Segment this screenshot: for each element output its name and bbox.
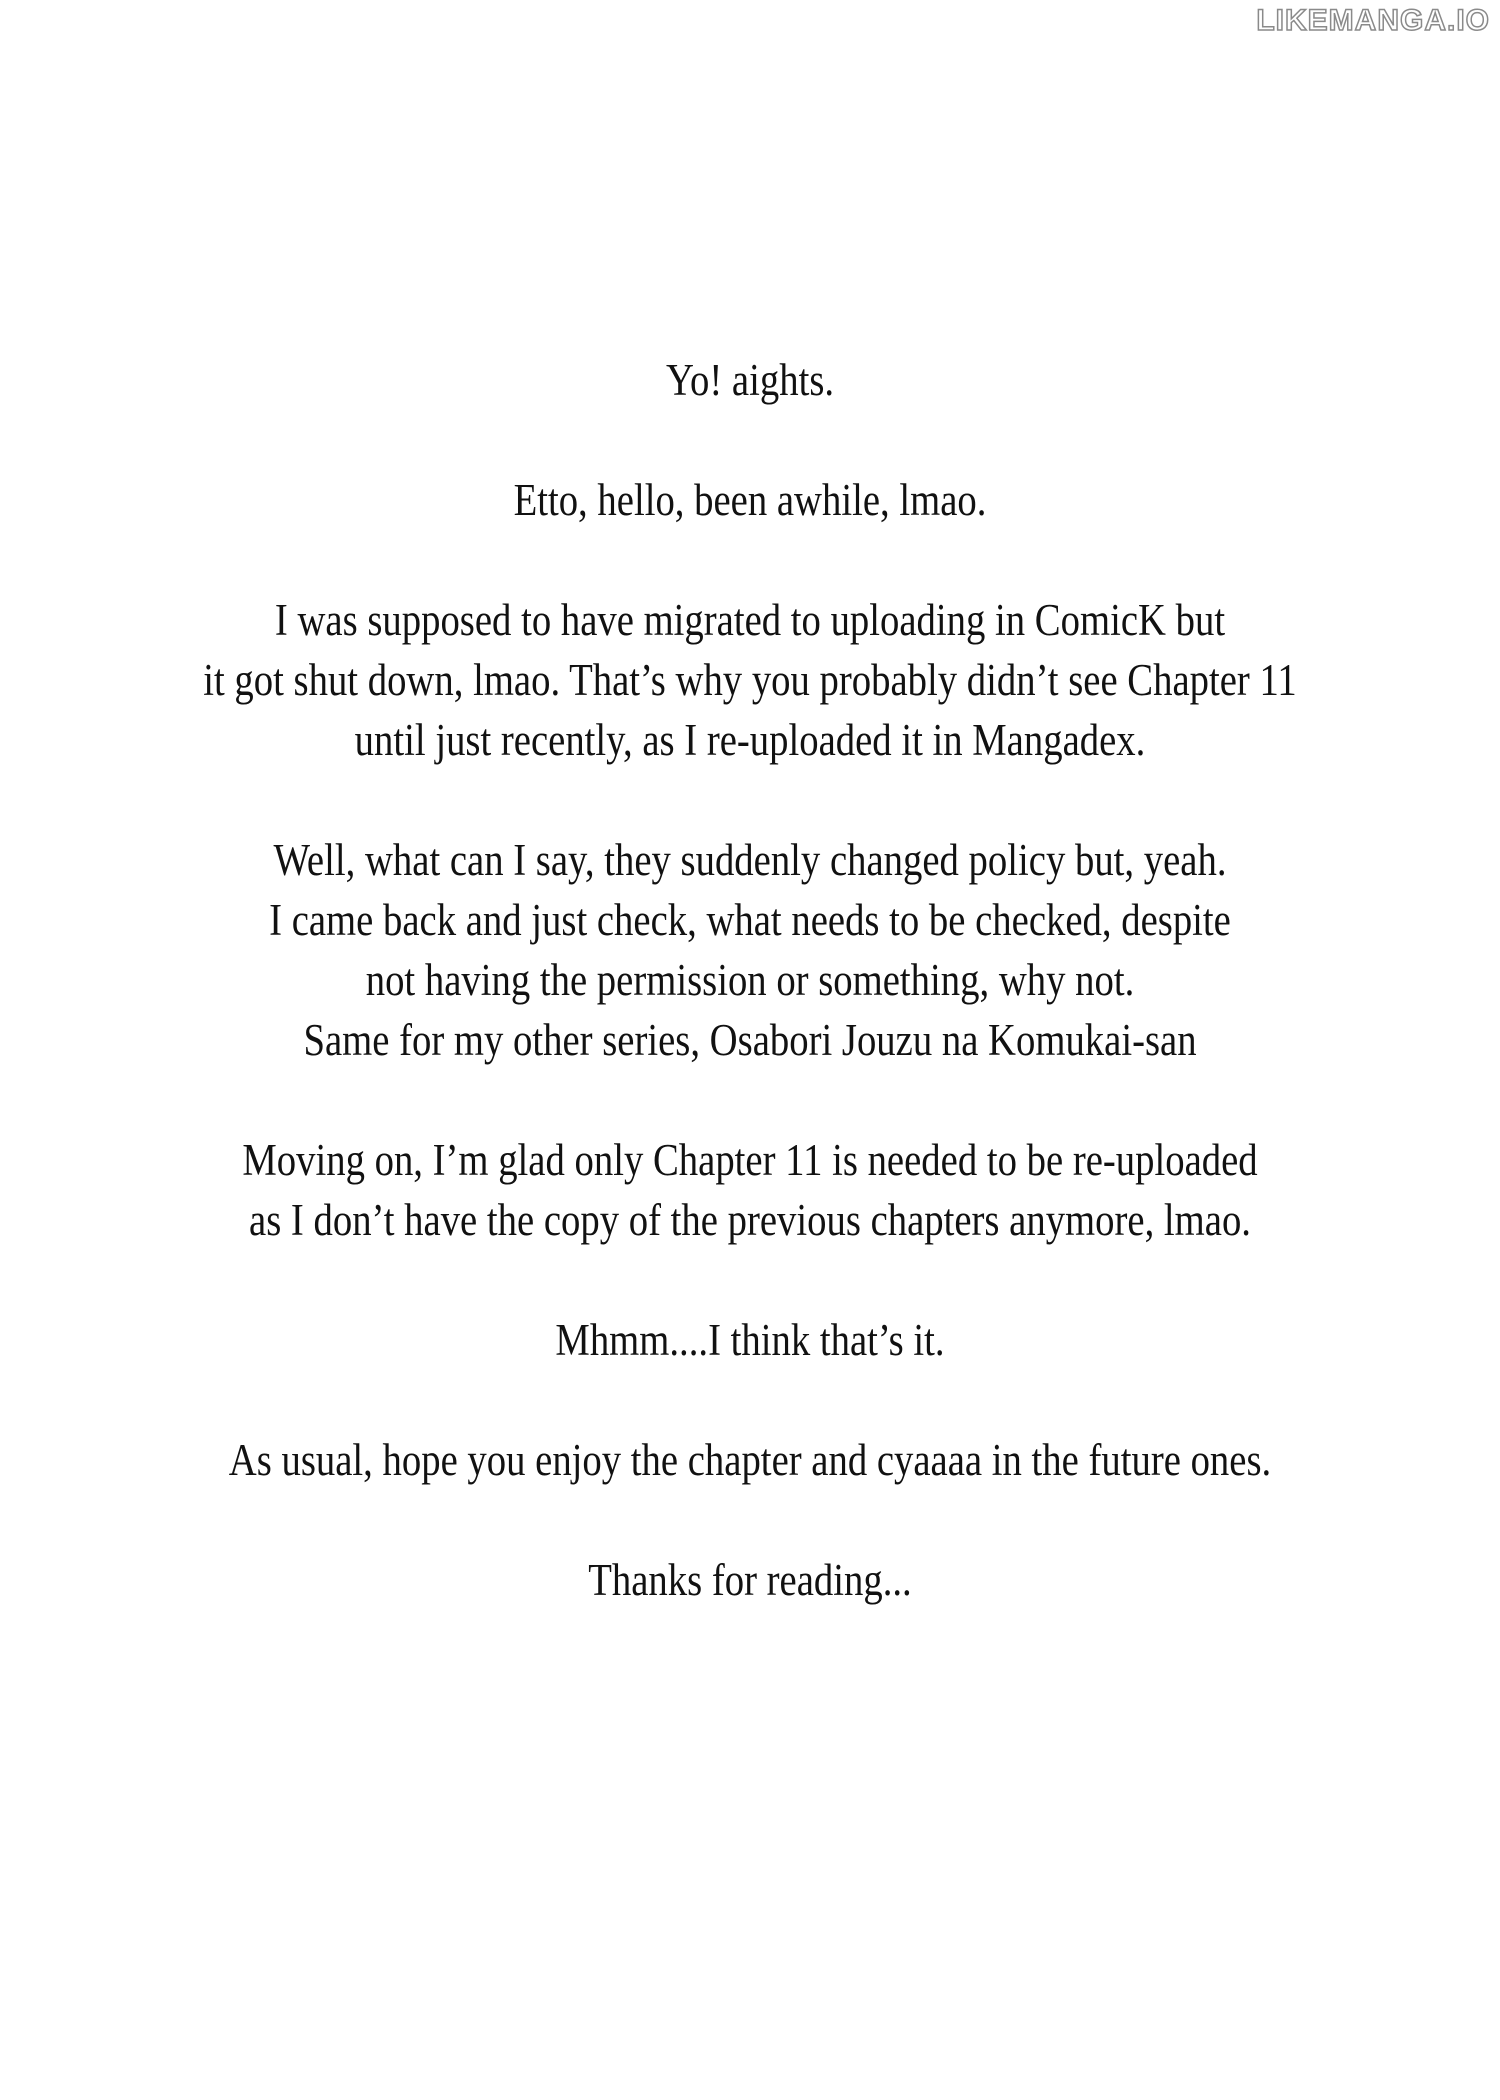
text-line: Well, what can I say, they suddenly changed policy but, yeah. <box>273 835 1227 885</box>
paragraph-reupload <box>105 1130 1395 1250</box>
text-line: Yo! aights. <box>665 355 835 405</box>
text-line: Same for my other series, Osabori Jouzu na Komukai-san <box>303 1015 1197 1065</box>
paragraph-enjoy <box>105 1430 1395 1490</box>
paragraph-thanks <box>105 1550 1395 1610</box>
paragraph-greeting <box>105 350 1395 410</box>
text-line: I was supposed to have migrated to uploading in ComicK but <box>274 595 1226 645</box>
text-line: Mhmm....I think that’s it. <box>555 1315 945 1365</box>
text-line: As usual, hope you enjoy the chapter and cyaaaa in the future ones. <box>228 1435 1272 1485</box>
text-line: it got shut down, lmao. That’s why you probably didn’t see Chapter 11 <box>203 655 1297 705</box>
text-line: until just recently, as I re-uploaded it in Mangadex. <box>354 715 1146 765</box>
site-watermark: LIKEMANGA.IO <box>1256 4 1490 37</box>
text-line: I came back and just check, what needs to be checked, despite <box>269 895 1231 945</box>
translator-note <box>105 350 1395 1610</box>
paragraph-thats-it <box>105 1310 1395 1370</box>
text-line: Thanks for reading... <box>588 1555 912 1605</box>
text-line: Moving on, I’m glad only Chapter 11 is needed to be re-uploaded <box>242 1135 1258 1185</box>
paragraph-comick <box>105 590 1395 770</box>
text-line: Etto, hello, been awhile, lmao. <box>513 475 987 525</box>
text-line: as I don’t have the copy of the previous chapters anymore, lmao. <box>249 1195 1251 1245</box>
paragraph-policy <box>105 830 1395 1070</box>
paragraph-hello <box>105 470 1395 530</box>
text-line: not having the permission or something, why not. <box>365 955 1135 1005</box>
